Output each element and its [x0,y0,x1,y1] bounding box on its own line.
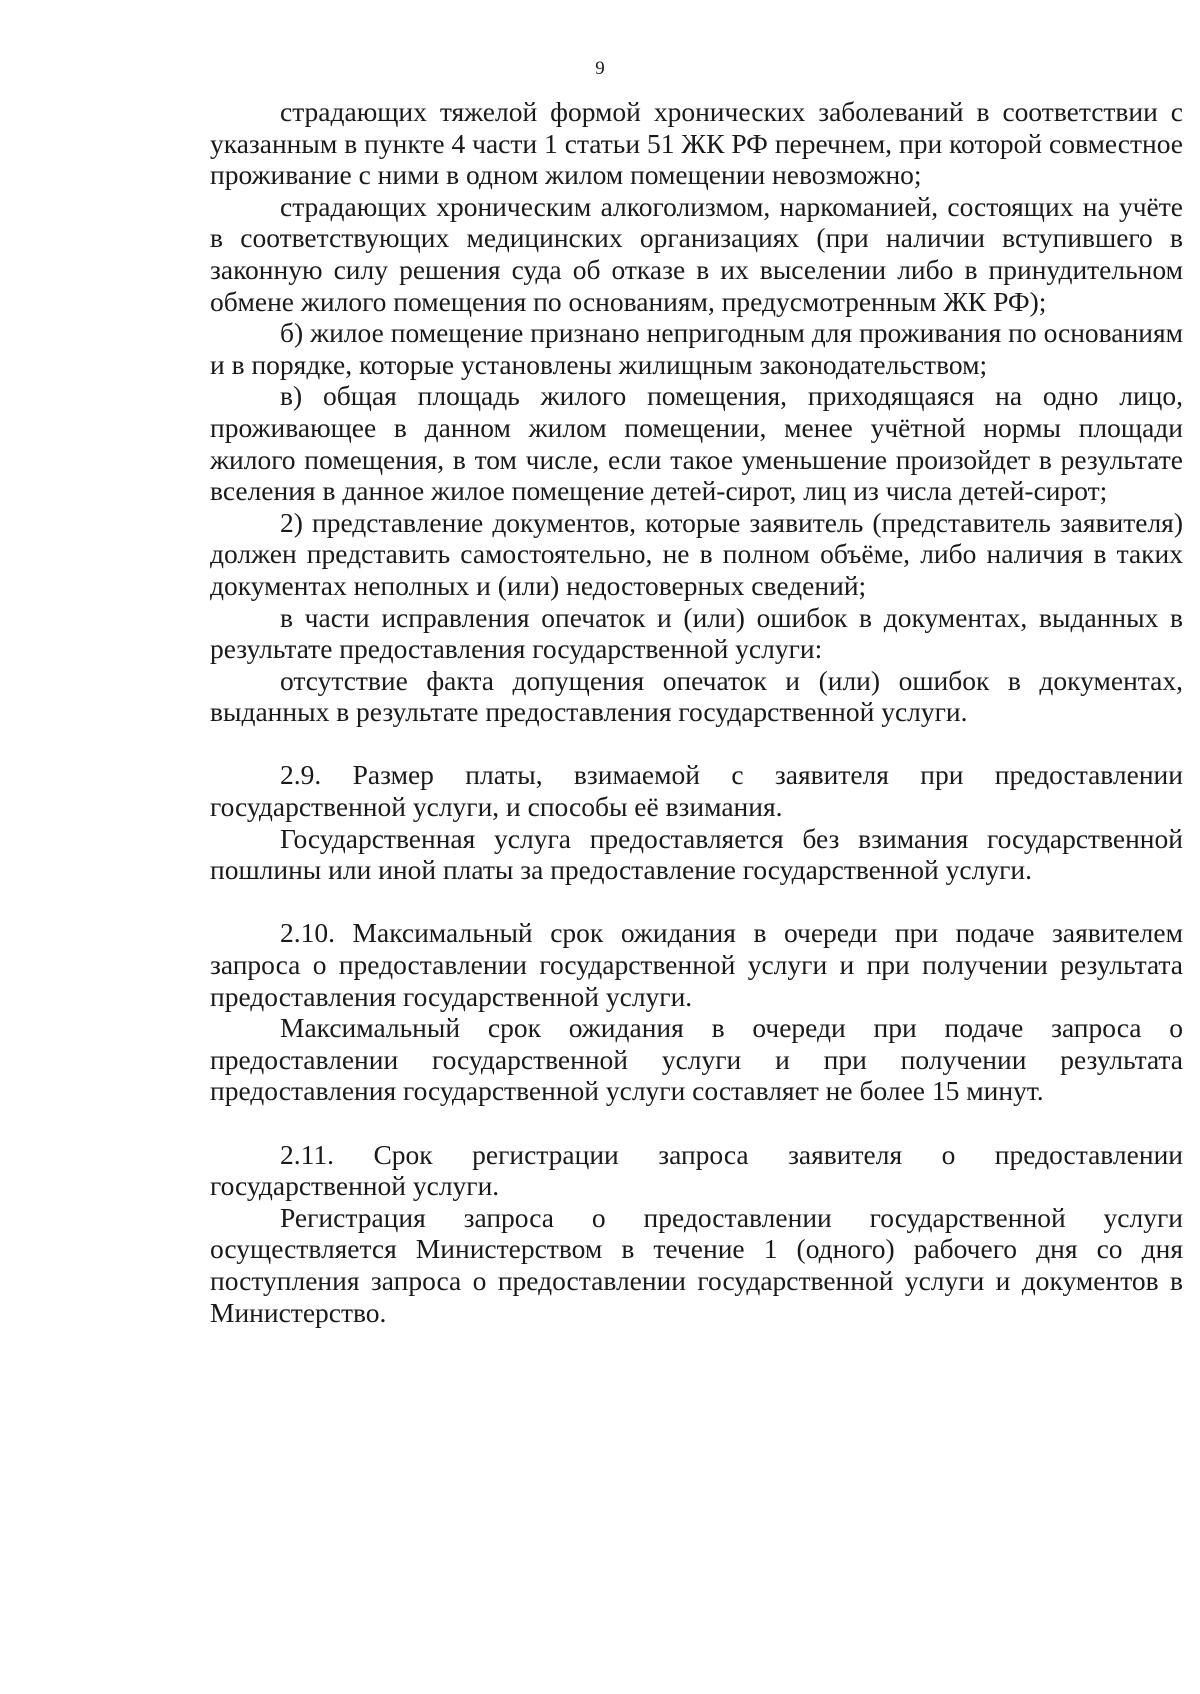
paragraph-registration: Регистрация запроса о предоставлении государственной услуги осуществляется Министерством в течение 1 (одного) рабочего дня со дня поступления запроса о предоставлении государственной услуги и документов в Министерство. [210,1201,1183,1328]
section-spacer [210,1107,1183,1139]
paragraph-item-v: в) общая площадь жилого помещения, приходящаяся на одно лицо, проживающее в данном жилом помещении, менее учётной нормы площади жилого помещения, в том числе, если такое уменьшение произойдет в результате вселения в данное жилое помещение детей-сирот, лиц из числа детей-сирот; [210,380,1183,507]
section-heading-2-9: 2.9. Размер платы, взимаемой с заявителя при предоставлении государственной услуги, и способы её взимания. [210,759,1183,823]
paragraph-chronic-disease: страдающих тяжелой формой хронических заболеваний в соответствии с указанным в пункте 4 части 1 статьи 51 ЖК РФ перечнем, при которой совместное проживание с ними в одном жилом помещении невозможно; [210,96,1183,191]
section-heading-2-10: 2.10. Максимальный срок ожидания в очереди при подаче заявителем запроса о предоставлении государственной услуги и при получении результата предоставления государственной услуги. [210,917,1183,1012]
paragraph-corrections: в части исправления опечаток и (или) ошибок в документах, выданных в результате предоставления государственной услуги: [210,601,1183,665]
page-number: 9 [595,58,605,79]
document-body [210,96,1183,1328]
paragraph-item-b: б) жилое помещение признано непригодным для проживания по основаниям и в порядке, которые установлены жилищным законодательством; [210,317,1183,380]
paragraph-max-wait: Максимальный срок ожидания в очереди при подаче запроса о предоставлении государственной услуги и при получении результата предоставления государственной услуги составляет не более 15 минут. [210,1012,1183,1107]
section-spacer [210,728,1183,760]
section-heading-2-11: 2.11. Срок регистрации запроса заявителя о предоставлении государственной услуги. [210,1138,1183,1202]
paragraph-fee-free: Государственная услуга предоставляется без взимания государственной пошлины или иной платы за предоставление государственной услуги. [210,822,1183,886]
section-spacer [210,886,1183,918]
paragraph-no-errors: отсутствие факта допущения опечаток и (или) ошибок в документах, выданных в результате предоставления государственной услуги. [210,664,1183,728]
paragraph-alcoholism: страдающих хроническим алкоголизмом, наркоманией, состоящих на учёте в соответствующих медицинских организациях (при наличии вступившего в законную силу решения суда об отказе в их выселении либо в принудительном обмене жилого помещения по основаниям, предусмотренным ЖК РФ); [210,190,1183,317]
paragraph-item-2: 2) представление документов, которые заявитель (представитель заявителя) должен представить самостоятельно, не в полном объёме, либо наличия в таких документах неполных и (или) недостоверных сведений; [210,506,1183,601]
